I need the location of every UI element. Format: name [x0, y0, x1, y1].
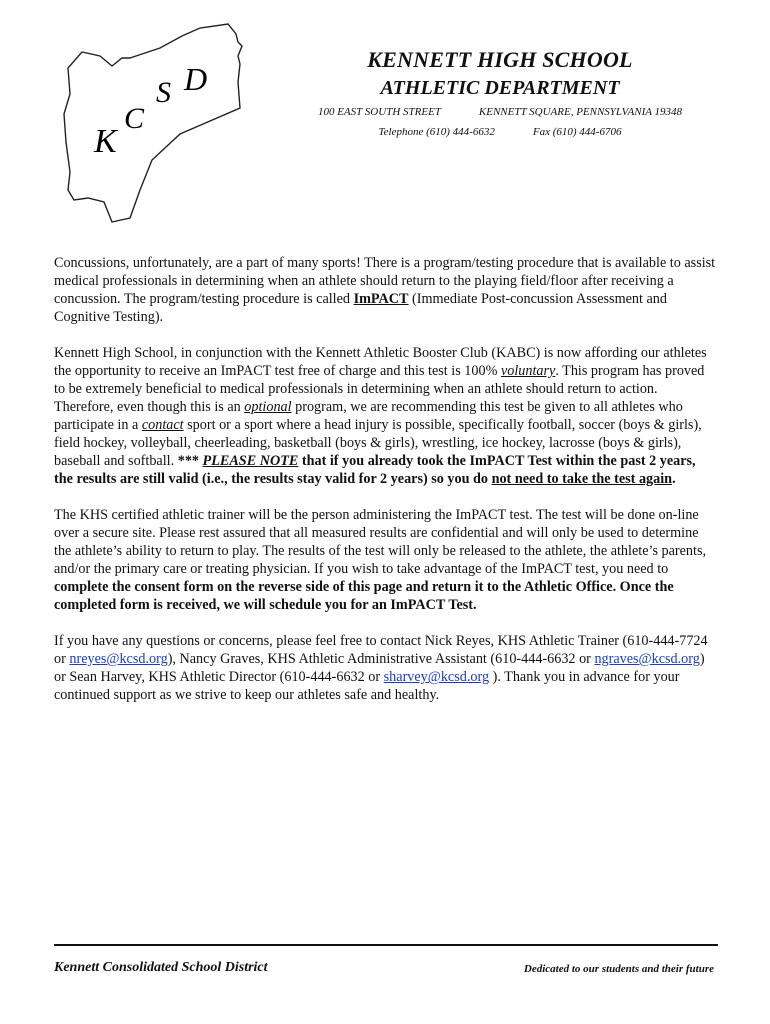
paragraph-administration	[54, 506, 718, 614]
text: ), Nancy Graves, KHS Athletic Administrative Assistant (610-444-6632 or	[167, 651, 595, 667]
text: sport or a sport where a head injury is possible, specifically football, soccer (boys & girls), field hockey, volleyball, cheerleading, basketball (boys & girls), wrestling, ice hockey, lacrosse (boys & girls), baseball and softball.	[54, 417, 702, 469]
footer-district: Kennett Consolidated School District	[54, 960, 268, 975]
logo-letter-d: D	[184, 61, 208, 97]
letterhead	[270, 48, 730, 140]
text: (Immediate Post-concussion Assessment and Cognitive Testing).	[54, 291, 667, 325]
optional-term: optional	[244, 399, 292, 415]
stars: ***	[177, 453, 203, 469]
text: ). Thank you in advance for your continued support as we strive to keep our athletes safe and healthy.	[54, 669, 680, 703]
letter-body	[54, 254, 718, 722]
consent-instruction: complete the consent form on the reverse side of this page and return it to the Athletic Office. Once the completed form is received, we will schedule you for an ImPACT Test.	[54, 579, 674, 613]
email-link-ngraves[interactable]: ngraves@kcsd.org	[594, 651, 700, 667]
bold-note: that if you already took the ImPACT Test within the past 2 years, the results are still valid (i.e., the results stay valid for 2 years) so you do	[54, 453, 696, 487]
text: . This program has proved to be extremely beneficial to medical professionals in determining when an athlete should return to action. Therefore, even though this is an	[54, 363, 705, 415]
not-need-term: not need to take the test again	[491, 471, 673, 487]
logo-letter-s: S	[156, 76, 171, 109]
text: .	[672, 471, 676, 487]
text: The KHS certified athletic trainer will be the person administering the ImPACT test. The test will be done on-line over a secure site. Please rest assured that all measured results are confidential and will only be used to determine the athlete’s ability to return to play. The results of the test will only be released to the athlete, the athlete’s parents, and/or the primary care or treating physician. If you wish to take advantage of the ImPACT test, you need to	[54, 507, 707, 577]
kcsd-district-map-logo	[60, 22, 250, 232]
fax: Fax (610) 444-6706	[532, 126, 622, 138]
footer-divider	[54, 944, 718, 946]
logo-letter-k: K	[94, 123, 117, 160]
text: ) or Sean Harvey, KHS Athletic Director (610-444-6632 or	[54, 651, 705, 685]
paragraph-intro	[54, 254, 718, 326]
city-address: KENNETT SQUARE, PENNSYLVANIA 19348	[478, 106, 683, 118]
voluntary-term: voluntary	[500, 363, 556, 379]
district-map-outline	[64, 24, 242, 222]
telephone: Telephone (610) 444-6632	[378, 126, 495, 138]
email-link-nreyes[interactable]: nreyes@kcsd.org	[69, 651, 168, 667]
text: Concussions, unfortunately, are a part of many sports! There is a program/testing procedure that is available to assist medical professionals in determining when an athlete should return to the playing field/floor after receiving a concussion. The program/testing procedure is called	[54, 255, 716, 307]
contact-row	[270, 124, 730, 140]
address-row	[270, 104, 730, 120]
street-address: 100 EAST SOUTH STREET	[317, 106, 441, 118]
paragraph-contacts	[54, 632, 718, 704]
footer-motto: Dedicated to our students and their future	[523, 963, 714, 975]
department-name: ATHLETIC DEPARTMENT	[380, 77, 620, 99]
text: Kennett High School, in conjunction with the Kennett Athletic Booster Club (KABC) is now affording our athletes the opportunity to receive an ImPACT test free of charge and this test is 100%	[54, 345, 707, 379]
email-link-sharvey[interactable]: sharvey@kcsd.org	[383, 669, 490, 685]
impact-term: ImPACT	[353, 291, 409, 307]
logo-letter-c: C	[124, 102, 145, 135]
school-name: KENNETT HIGH SCHOOL	[367, 47, 633, 72]
paragraph-program	[54, 344, 718, 488]
text: If you have any questions or concerns, please feel free to contact Nick Reyes, KHS Athletic Trainer (610-444-7724 or	[54, 633, 708, 667]
please-note: PLEASE NOTE	[202, 453, 299, 469]
contact-term: contact	[141, 417, 184, 433]
text: program, we are recommending this test be given to all athletes who participate in a	[54, 399, 683, 433]
